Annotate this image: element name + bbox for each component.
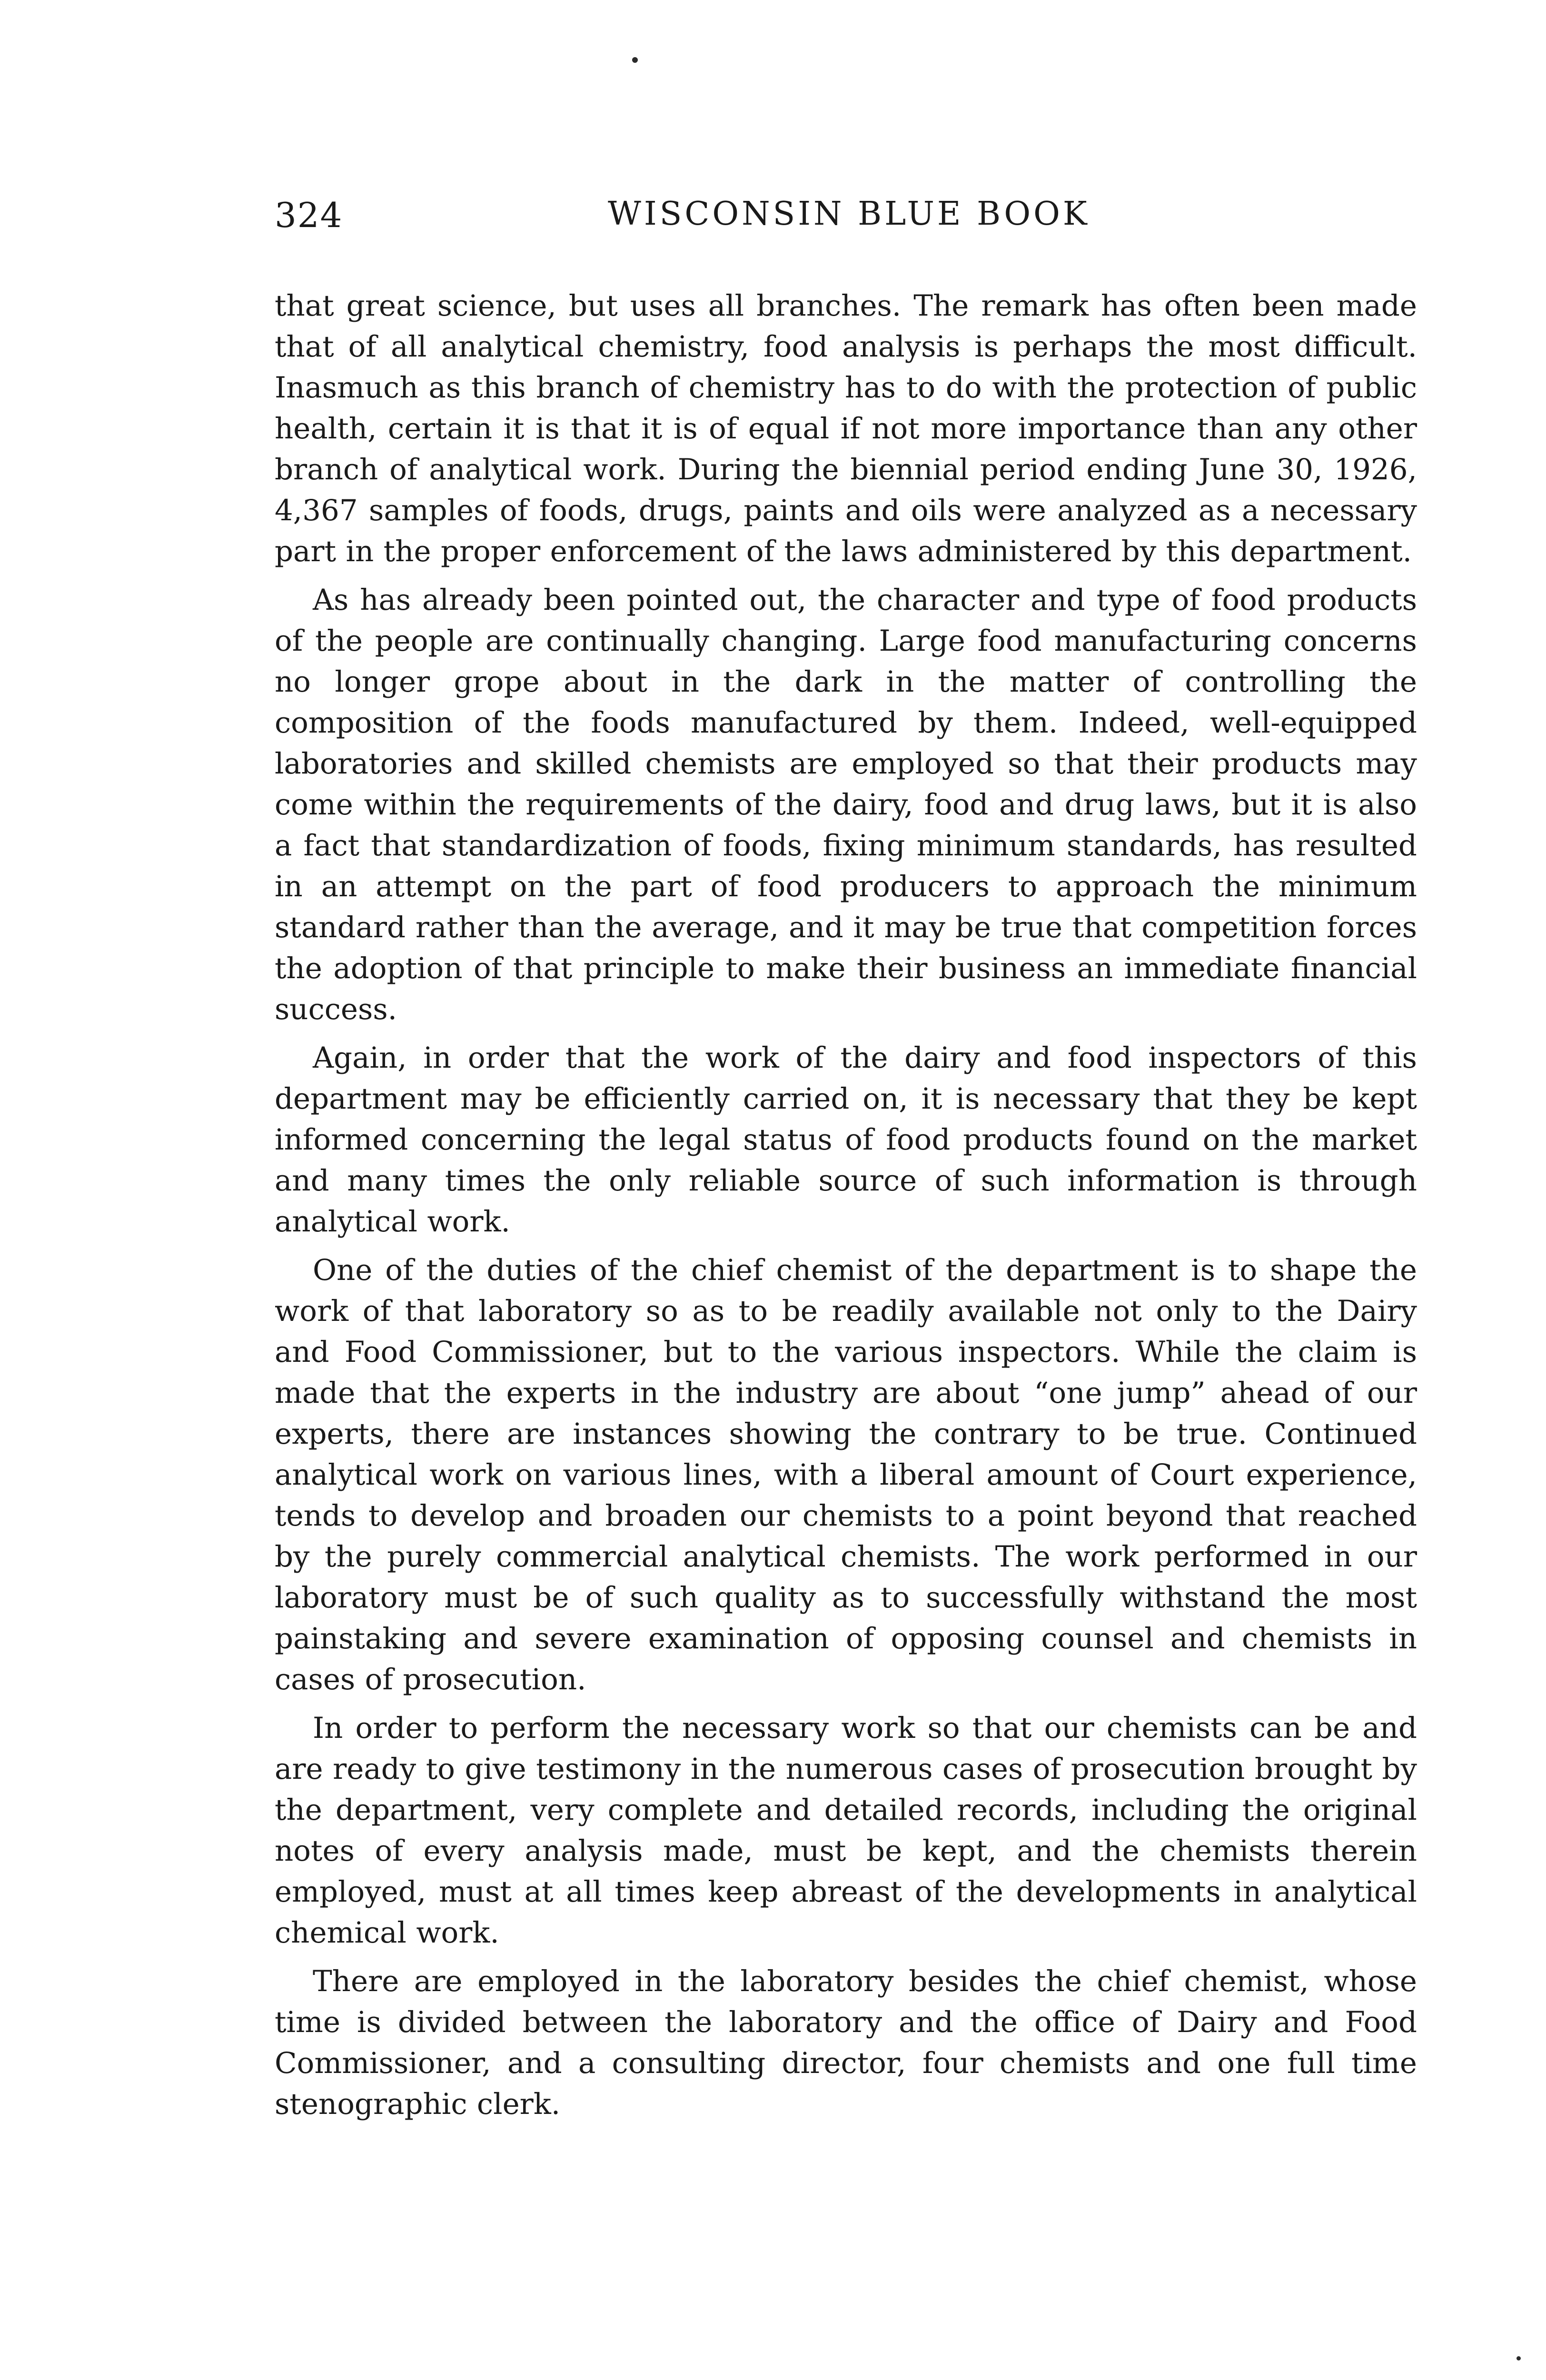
paragraph: There are employed in the laboratory besides the chief chemist, whose time is divided between the laboratory and the office of Dairy and Food Commissioner, and a consulting director, four chemists and one full time stenographic clerk. <box>275 1964 1417 2121</box>
paragraph-continuation: that great science, but uses all branches. The remark has often been made that of all analytical chemistry, food analysis is perhaps the most difficult. Inasmuch as this branch of chemistry has to do with the protection of public health, certain it is that it is of equal if not more importance than any other branch of analytical work. During the biennial period ending June 30, 1926, 4,367 samples of foods, drugs, paints and oils were analyzed as a necessary part in the proper enforcement of the laws administered by this department. <box>275 289 1417 568</box>
ink-speck <box>632 57 638 63</box>
paragraph: In order to perform the necessary work so that our chemists can be and are ready to give testimony in the numerous cases of prosecution brought by the department, very complete and detailed records, including the original notes of every analysis made, must be kept, and the chemists therein employed, must at all times keep abreast of the developments in analytical chemical work. <box>275 1711 1417 1950</box>
paragraph: As has already been pointed out, the character and type of food products of the people are continually changing. Large food manufacturing concerns no longer grope about in the dark in the matter of controlling the composition of the foods manufactured by them. Indeed, well-equipped laboratories and skilled chemists are employed so that their products may come within the requirements of the dairy, food and drug laws, but it is also a fact that standardization of foods, fixing minimum standards, has resulted in an attempt on the part of food producers to approach the minimum standard rather than the average, and it may be true that competition forces the adoption of that principle to make their business an immediate financial success. <box>275 583 1417 1026</box>
body-text <box>275 286 1417 2132</box>
paragraph: Again, in order that the work of the dairy and food inspectors of this department may be efficiently carried on, it is necessary that they be kept informed concerning the legal status of food products found on the market and many times the only reliable source of such information is through analytical work. <box>275 1041 1417 1239</box>
ink-speck <box>1516 2356 1521 2360</box>
running-title: WISCONSIN BLUE BOOK <box>608 195 1090 233</box>
paragraph: One of the duties of the chief chemist of the department is to shape the work of that laboratory so as to be readily available not only to the Dairy and Food Commissioner, but to the various inspectors. While the claim is made that the experts in the industry are about “one jump” ahead of our experts, there are instances showing the contrary to be true. Continued analytical work on various lines, with a liberal amount of Court experience, tends to develop and broaden our chemists to a point beyond that reached by the purely commercial analytical chemists. The work performed in our laboratory must be of such quality as to successfully withstand the most painstaking and severe examination of opposing counsel and chemists in cases of prosecution. <box>275 1253 1417 1696</box>
running-head <box>275 195 1417 243</box>
page-number: 324 <box>275 195 343 235</box>
